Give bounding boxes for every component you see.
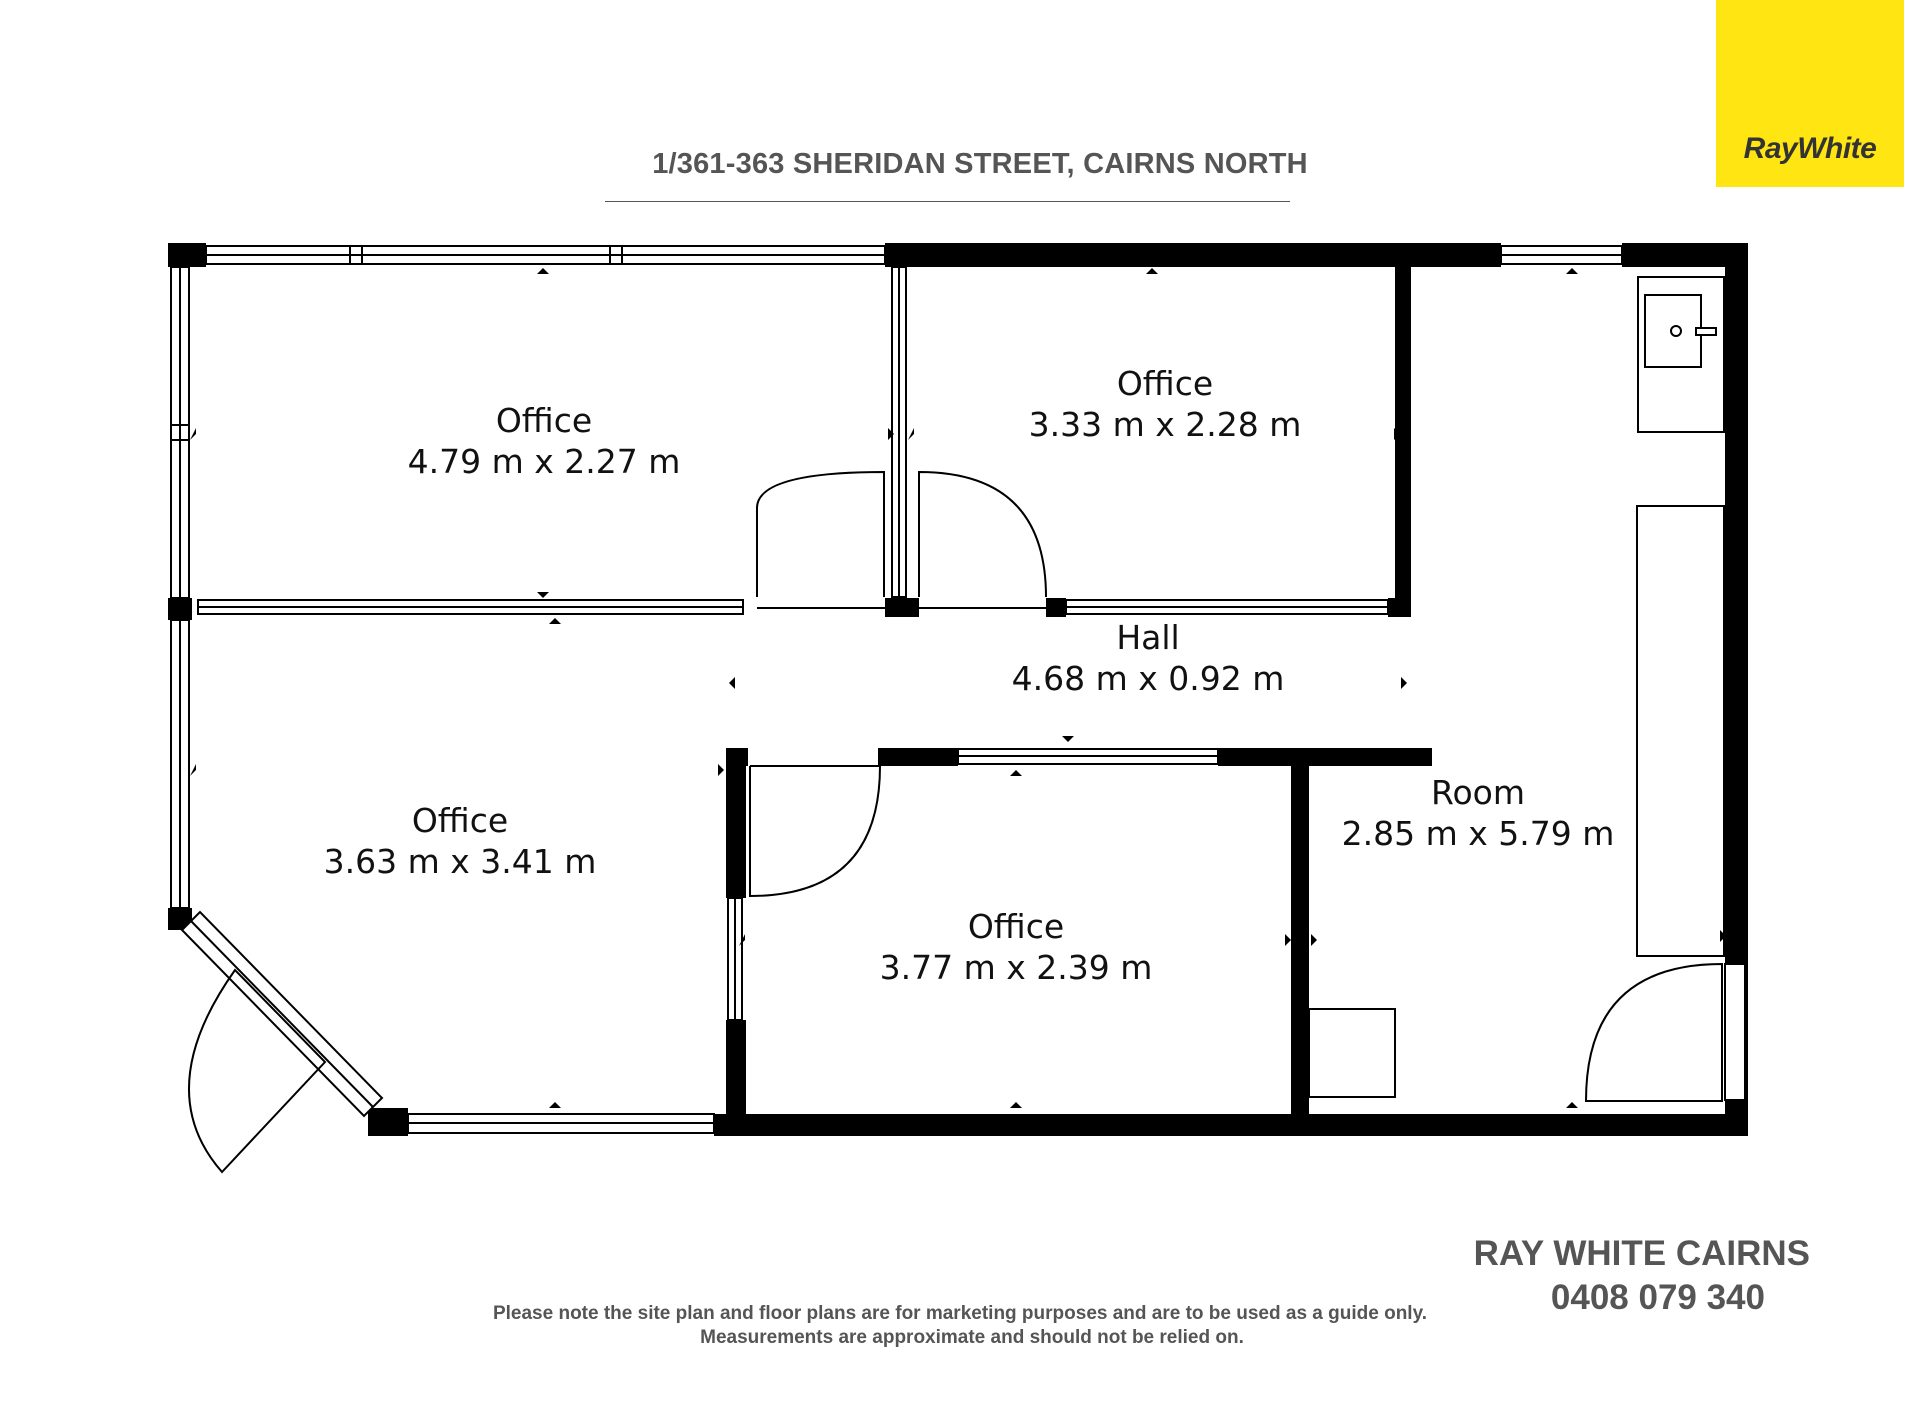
wall-office-divider-stub: [885, 598, 919, 617]
room-name: Room: [1431, 773, 1525, 812]
windows: [171, 246, 1745, 1133]
room-size: 4.79 m x 2.27 m: [407, 442, 681, 481]
wall-office4-north-b: [878, 748, 958, 766]
window-room-east: [1725, 964, 1745, 1100]
room-label-office-1: [364, 400, 724, 482]
room-size: 3.77 m x 2.39 m: [879, 948, 1153, 987]
wall-hall-stub: [1046, 598, 1066, 617]
walls: [168, 243, 1748, 1136]
logo-text: RayWhite: [1743, 132, 1877, 165]
disclaimer-line-1: Please note the site plan and floor plans are for marketing purposes and are to be used as a guide only.: [492, 1303, 1428, 1324]
sink-drain: [1671, 326, 1681, 336]
bench: [1637, 506, 1724, 956]
wall-hall-stub-east: [1388, 598, 1411, 617]
room-label-hall: [968, 617, 1328, 699]
property-address: 1/361-363 SHERIDAN STREET, CAIRNS NORTH: [652, 148, 1308, 180]
fixtures: [1309, 277, 1724, 1097]
cupboard: [1309, 1009, 1395, 1097]
wall-bottom: [714, 1114, 1748, 1136]
room-label-office-3: [280, 800, 640, 882]
room-label-room: [1298, 772, 1658, 854]
room-size: 3.63 m x 3.41 m: [323, 842, 597, 881]
room-size: 2.85 m x 5.79 m: [1341, 814, 1615, 853]
room-label-office-4: [836, 906, 1196, 988]
wall-office4-west-b: [726, 1020, 746, 1136]
door-office4: [750, 766, 880, 896]
wall-office2-east: [1395, 243, 1411, 617]
door-office2: [919, 472, 1046, 597]
room-name: Office: [1116, 364, 1214, 403]
door-office1: [757, 472, 884, 597]
agency-phone[interactable]: 0408 079 340: [1550, 1278, 1765, 1317]
room-name: Office: [967, 907, 1065, 946]
room-name: Office: [495, 401, 593, 440]
wall-junction-west: [168, 598, 192, 620]
wall-office4-west-a: [726, 748, 746, 898]
sink-tap: [1696, 328, 1716, 335]
room-name: Office: [411, 801, 509, 840]
room-size: 3.33 m x 2.28 m: [1028, 405, 1302, 444]
disclaimer-line-2: Measurements are approximate and should not be relied on.: [700, 1327, 1244, 1348]
wall-corner-nw: [168, 243, 206, 267]
agency-name: RAY WHITE CAIRNS: [1473, 1234, 1810, 1273]
wall-corner-diagonal: [368, 1108, 408, 1136]
door-room: [1586, 964, 1722, 1101]
room-label-office-2: [985, 363, 1345, 445]
room-name: Hall: [1116, 618, 1180, 657]
room-size: 4.68 m x 0.92 m: [1011, 659, 1285, 698]
wall-office4-north-c: [1218, 748, 1432, 766]
